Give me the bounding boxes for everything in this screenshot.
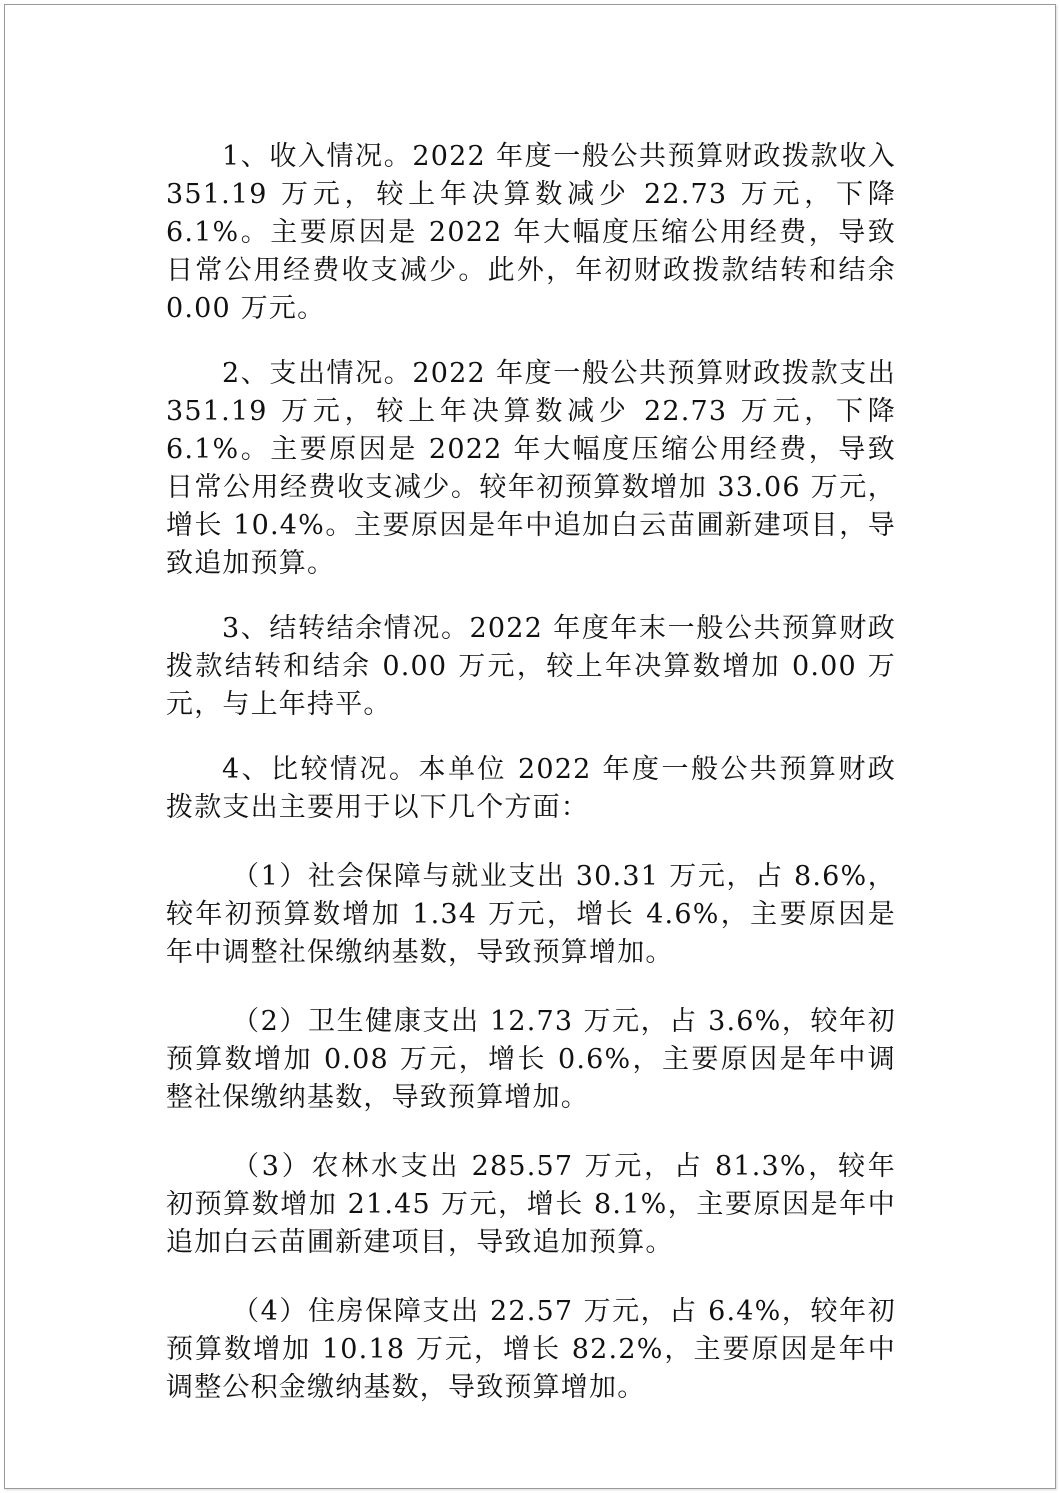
paragraph-item-agriculture: （3）农林水支出 285.57 万元，占 81.3%，较年初预算数增加 21.45 万元，增长 8.1%，主要原因是年中追加白云苗圃新建项目，导致追加预算。 bbox=[166, 1151, 896, 1258]
document-body bbox=[166, 138, 896, 1407]
paragraph-expenditure: 2、支出情况。2022 年度一般公共预算财政拨款支出 351.19 万元，较上年决算数减少 22.73 万元，下降 6.1%。主要原因是 2022 年大幅度压缩公用经费，导致日常公用经费收支减少。较年初预算数增加 33.06 万元，增长 10.4%。主要原因是年中追加白云苗圃新建项目，导致追加预算。 bbox=[166, 358, 896, 579]
paragraph-comparison: 4、比较情况。本单位 2022 年度一般公共预算财政拨款支出主要用于以下几个方面： bbox=[166, 754, 896, 823]
paragraph-item-social-security: （1）社会保障与就业支出 30.31 万元，占 8.6%，较年初预算数增加 1.34 万元，增长 4.6%，主要原因是年中调整社保缴纳基数，导致预算增加。 bbox=[166, 861, 896, 968]
paragraph-item-health: （2）卫生健康支出 12.73 万元，占 3.6%，较年初预算数增加 0.08 万元，增长 0.6%，主要原因是年中调整社保缴纳基数，导致预算增加。 bbox=[166, 1006, 896, 1113]
paragraph-item-housing: （4）住房保障支出 22.57 万元，占 6.4%，较年初预算数增加 10.18 万元，增长 82.2%，主要原因是年中调整公积金缴纳基数，导致预算增加。 bbox=[166, 1296, 896, 1403]
paragraph-carryover: 3、结转结余情况。2022 年度年末一般公共预算财政拨款结转和结余 0.00 万元，较上年决算数增加 0.00 万元，与上年持平。 bbox=[166, 613, 896, 720]
paragraph-income: 1、收入情况。2022 年度一般公共预算财政拨款收入 351.19 万元，较上年决算数减少 22.73 万元，下降 6.1%。主要原因是 2022 年大幅度压缩公用经费，导致日常公用经费收支减少。此外，年初财政拨款结转和结余 0.00 万元。 bbox=[166, 141, 896, 324]
